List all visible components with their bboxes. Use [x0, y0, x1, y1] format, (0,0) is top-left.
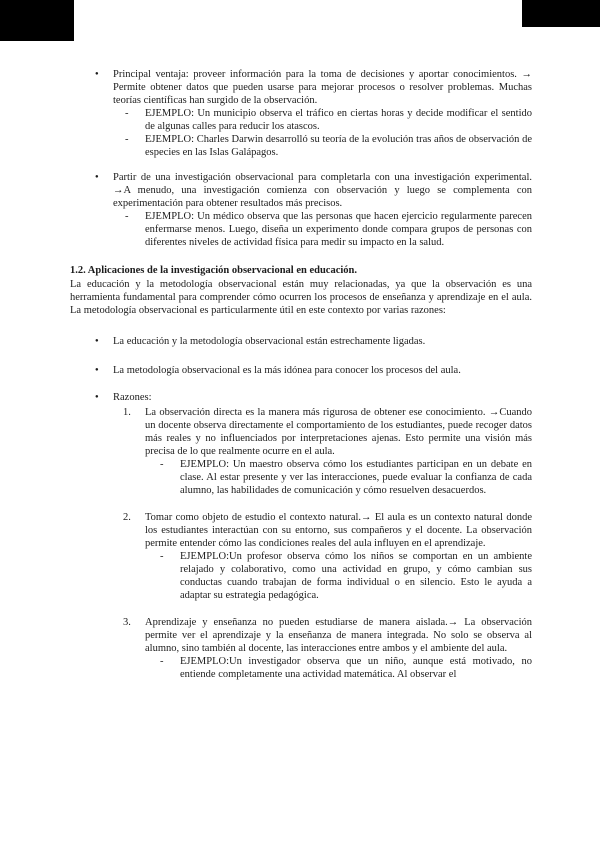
bullet-item-text: Partir de una investigación observacional para completarla con una investigación experimental. →A menudo, una investigación comienza con observación y luego se complementa con experimentación para obtener resultados más precisos. [113, 172, 532, 209]
bullet-item [70, 335, 532, 348]
dash-icon: - [160, 459, 164, 470]
bullet-item [70, 68, 532, 107]
intro-paragraph: La educación y la metodología observacional están muy relacionadas, ya que la observación es una herramienta fundamental para comprender cómo ocurren los procesos de enseñanza y aprendizaje en el aula. La metodología observacional es particularmente útil en este contexto por varias razones: [70, 279, 532, 316]
bullet-icon: ● [95, 394, 99, 400]
dash-icon: - [160, 551, 164, 562]
dash-icon: - [125, 211, 129, 222]
example-item [70, 133, 532, 159]
bullet-icon: ● [95, 71, 99, 77]
example-item-text: EJEMPLO: Un municipio observa el tráfico en ciertas horas y decide modificar el sentido de algunas calles para reducir los atascos. [145, 108, 532, 132]
bullet-icon: ● [95, 174, 99, 180]
number-label: 3. [123, 617, 131, 628]
bullet-item-text: Razones: [113, 392, 152, 403]
bullet-icon: ● [95, 338, 99, 344]
numbered-item [70, 616, 532, 655]
bullet-item [70, 391, 532, 404]
page-content [70, 68, 532, 681]
number-label: 1. [123, 407, 131, 418]
numbered-item-text: Tomar como objeto de estudio el contexto natural.→ El aula es un contexto natural donde los estudiantes interactúan con su entorno, sus compañeros y el docente. La observación permite entender cómo las condiciones reales del aula influyen en el aprendizaje. [145, 512, 532, 549]
example-item [70, 107, 532, 133]
example-item-text: EJEMPLO:Un profesor observa cómo los niños se comportan en un ambiente relajado y colaborativo, como una actividad en grupo, y cómo cambian sus conductas cuando trabajan de forma individual o en silencio. Esto le ayuda a adaptar su estrategia pedagógica. [180, 551, 532, 601]
numbered-item-text: Aprendizaje y enseñanza no pueden estudiarse de manera aislada.→ La observación permite ver el aprendizaje y la enseñanza de manera integrada. No solo se observa al alumno, sino también al docente, las interacciones entre ambos y el ambiente del aula. [145, 617, 532, 654]
number-label: 2. [123, 512, 131, 523]
dash-icon: - [125, 108, 129, 119]
example-item [70, 210, 532, 249]
bullet-icon: ● [95, 367, 99, 373]
example-item-text: EJEMPLO: Un médico observa que las personas que hacen ejercicio regularmente parecen enfermarse menos. Luego, diseña un experimento donde compara grupos de personas con diferentes niveles de actividad física para medir su impacto en la salud. [145, 211, 532, 248]
example-item [70, 458, 532, 497]
numbered-item [70, 511, 532, 550]
example-item-text: EJEMPLO: Charles Darwin desarrolló su teoría de la evolución tras años de observación de especies en las Islas Galápagos. [145, 134, 532, 158]
numbered-item [70, 406, 532, 458]
scan-artifact-top-left [0, 0, 74, 41]
scan-artifact-top-right [522, 0, 600, 27]
bullet-item-text: Principal ventaja: proveer información para la toma de decisiones y aportar conocimientos. → Permite obtener datos que pueden usarse para mejorar procesos o resolver problemas. Muchas teorías científicas han surgido de la observación. [113, 69, 532, 106]
example-item [70, 655, 532, 681]
section-heading: 1.2. Aplicaciones de la investigación observacional en educación. [70, 265, 358, 276]
example-item-text: EJEMPLO: Un maestro observa cómo los estudiantes participan en un debate en clase. Al estar presente y ver las interacciones, puede evaluar la confianza de cada alumno, las habilidades de comunicación y cómo resuelven desacuerdos. [180, 459, 532, 496]
bullet-item [70, 171, 532, 210]
dash-icon: - [125, 134, 129, 145]
bullet-item-text: La educación y la metodología observacional están estrechamente ligadas. [113, 336, 426, 347]
numbered-item-text: La observación directa es la manera más rigurosa de obtener ese conocimiento. →Cuando un docente observa directamente el comportamiento de los estudiantes, puede recoger datos más reales y no influenciados por interpretaciones ajenas. Esto permite una visión más precisa de lo que realmente ocurre en el aula. [145, 407, 532, 457]
example-item-text: EJEMPLO:Un investigador observa que un niño, aunque está motivado, no entiende completamente una actividad matemática. Al observar el [180, 656, 532, 680]
bullet-item [70, 364, 532, 377]
dash-icon: - [160, 656, 164, 667]
example-item [70, 550, 532, 602]
bullet-item-text: La metodología observacional es la más idónea para conocer los procesos del aula. [113, 365, 461, 376]
